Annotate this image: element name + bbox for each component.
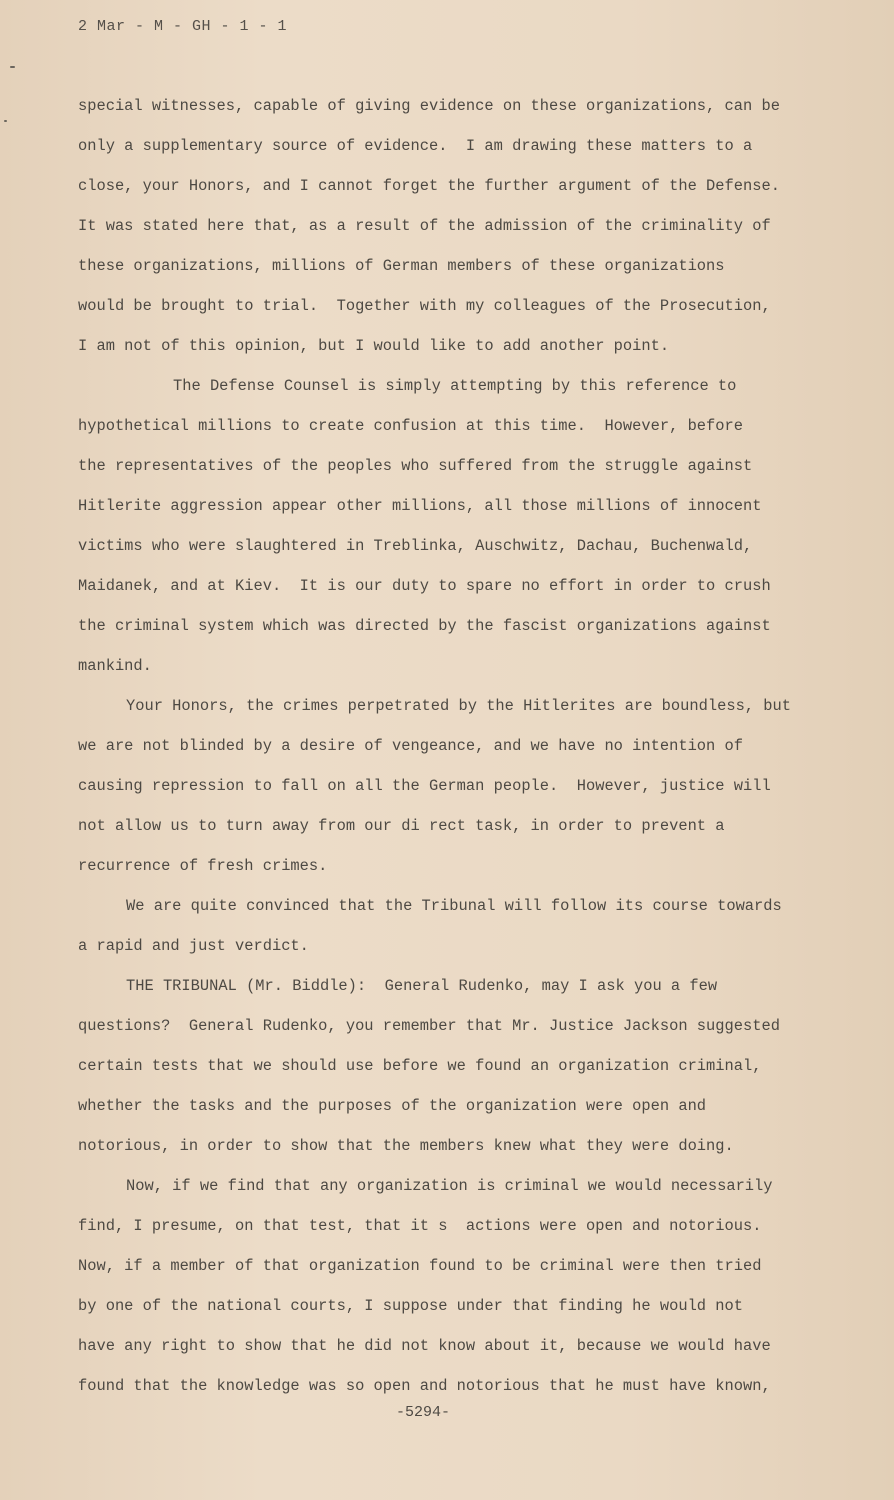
page-number: -5294- <box>396 1404 451 1421</box>
text-line: close, your Honors, and I cannot forget the further argument of the Defense. <box>78 177 780 195</box>
text-line: Your Honors, the crimes perpetrated by the Hitlerites are boundless, but <box>126 697 791 715</box>
text-line: found that the knowledge was so open and notorious that he must have known, <box>78 1377 771 1395</box>
text-line: Now, if a member of that organization found to be criminal were then tried <box>78 1257 762 1275</box>
paper-speck <box>10 66 15 68</box>
text-line: recurrence of fresh crimes. <box>78 857 328 875</box>
document-body <box>78 92 838 1412</box>
text-line: special witnesses, capable of giving evidence on these organizations, can be <box>78 97 780 115</box>
text-line: hypothetical millions to create confusion at this time. However, before <box>78 417 743 435</box>
page-header: 2 Mar - M - GH - 1 - 1 <box>78 18 288 35</box>
text-line: victims who were slaughtered in Treblinka, Auschwitz, Dachau, Buchenwald, <box>78 537 753 555</box>
text-line: We are quite convinced that the Tribunal will follow its course towards <box>126 897 782 915</box>
text-line: Maidanek, and at Kiev. It is our duty to spare no effort in order to crush <box>78 577 771 595</box>
text-line: not allow us to turn away from our di rect task, in order to prevent a <box>78 817 725 835</box>
text-line: mankind. <box>78 657 152 675</box>
text-line: questions? General Rudenko, you remember that Mr. Justice Jackson suggested <box>78 1017 780 1035</box>
text-line: these organizations, millions of German members of these organizations <box>78 257 725 275</box>
text-line: the representatives of the peoples who suffered from the struggle against <box>78 457 753 475</box>
text-line: Hitlerite aggression appear other millions, all those millions of innocent <box>78 497 762 515</box>
text-line: causing repression to fall on all the German people. However, justice will <box>78 777 771 795</box>
text-line: The Defense Counsel is simply attempting by this reference to <box>173 377 737 395</box>
text-line: certain tests that we should use before we found an organization criminal, <box>78 1057 762 1075</box>
text-line: the criminal system which was directed by the fascist organizations against <box>78 617 771 635</box>
paper-speck <box>4 120 7 122</box>
text-line: only a supplementary source of evidence. I am drawing these matters to a <box>78 137 753 155</box>
text-line: Now, if we find that any organization is criminal we would necessarily <box>126 1177 773 1195</box>
text-line: by one of the national courts, I suppose under that finding he would not <box>78 1297 743 1315</box>
text-line: have any right to show that he did not know about it, because we would have <box>78 1337 771 1355</box>
text-line: we are not blinded by a desire of vengeance, and we have no intention of <box>78 737 743 755</box>
text-line: whether the tasks and the purposes of the organization were open and <box>78 1097 707 1115</box>
text-line: I am not of this opinion, but I would like to add another point. <box>78 337 670 355</box>
text-line: THE TRIBUNAL (Mr. Biddle): General Rudenko, may I ask you a few <box>126 977 718 995</box>
text-line: a rapid and just verdict. <box>78 937 309 955</box>
text-line: would be brought to trial. Together with my colleagues of the Prosecution, <box>78 297 771 315</box>
text-line: It was stated here that, as a result of the admission of the criminality of <box>78 217 771 235</box>
text-line: notorious, in order to show that the members knew what they were doing. <box>78 1137 734 1155</box>
text-line: find, I presume, on that test, that it s actions were open and notorious. <box>78 1217 762 1235</box>
